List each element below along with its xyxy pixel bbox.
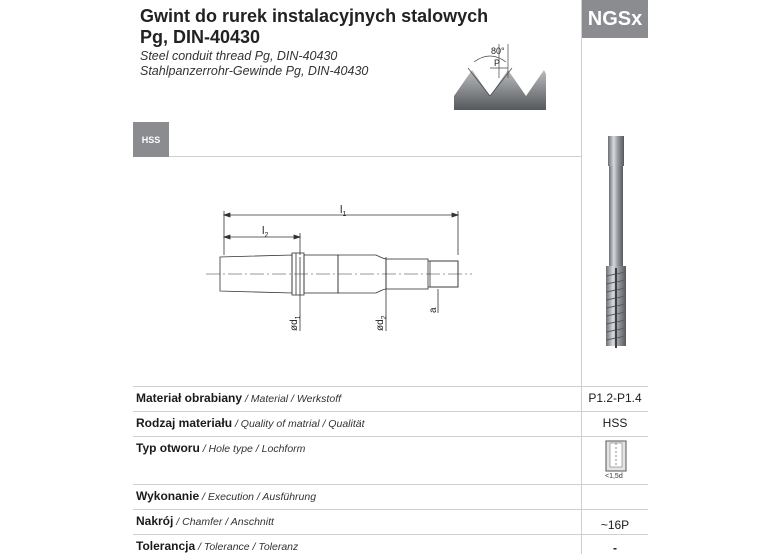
spec-label: Nakrój [136, 514, 174, 528]
hole-depth-note: <1,5d [605, 473, 623, 480]
spec-row-quality [133, 411, 648, 436]
dim-a: a [428, 307, 439, 313]
product-code-badge: NGSx [582, 0, 648, 38]
spec-row-tolerance [133, 534, 648, 555]
spec-label: Rodzaj materiału [136, 416, 233, 430]
section-line [169, 156, 581, 157]
spec-value: ~16P [600, 518, 630, 532]
subtitle-en: Steel conduit thread Pg, DIN-40430 [140, 49, 338, 63]
spec-row-execution [133, 484, 648, 509]
spec-label-alt: / Hole type / Lochform [199, 443, 306, 455]
material-tab: HSS [133, 122, 169, 157]
spec-label: Tolerancja [136, 539, 196, 553]
spec-label-alt: / Execution / Ausführung [199, 491, 317, 503]
spec-label-alt: / Tolerance / Toleranz [195, 541, 299, 553]
title-line-1: Gwint do rurek instalacyjnych stalowych [140, 6, 489, 26]
angle-label: 80° [491, 46, 505, 56]
spec-label: Wykonanie [136, 489, 200, 503]
spec-row-material [133, 386, 648, 411]
spec-row-hole-type [133, 436, 648, 483]
spec-value: - [613, 541, 617, 555]
spec-label: Typ otworu [136, 441, 200, 455]
spec-label: Materiał obrabiany [136, 391, 243, 405]
spec-label-alt: / Chamfer / Anschnitt [173, 516, 274, 528]
thread-profile-diagram [450, 38, 550, 112]
tap-photo [600, 136, 632, 352]
blind-hole-icon [605, 440, 627, 472]
spec-row-chamfer [133, 509, 648, 534]
dim-d2: $ød_2$ [375, 315, 388, 331]
dim-l2: $l_2$ [262, 225, 269, 239]
spec-value: HSS [602, 416, 628, 430]
thread-teeth [454, 70, 546, 110]
spec-label-alt: / Material / Werkstoff [242, 393, 342, 405]
tap-technical-drawing [200, 195, 490, 335]
title-line-2: Pg, DIN-40430 [140, 27, 261, 47]
subtitle-de: Stahlpanzerrohr-Gewinde Pg, DIN-40430 [140, 64, 369, 78]
dim-d1: $ød_1$ [289, 315, 302, 331]
spec-value: P1.2-P1.4 [588, 391, 642, 405]
spec-label-alt: / Quality of matrial / Qualität [232, 418, 365, 430]
dim-l1: $l_1$ [340, 204, 347, 218]
page-title [140, 6, 488, 48]
pitch-label: P [494, 58, 501, 68]
